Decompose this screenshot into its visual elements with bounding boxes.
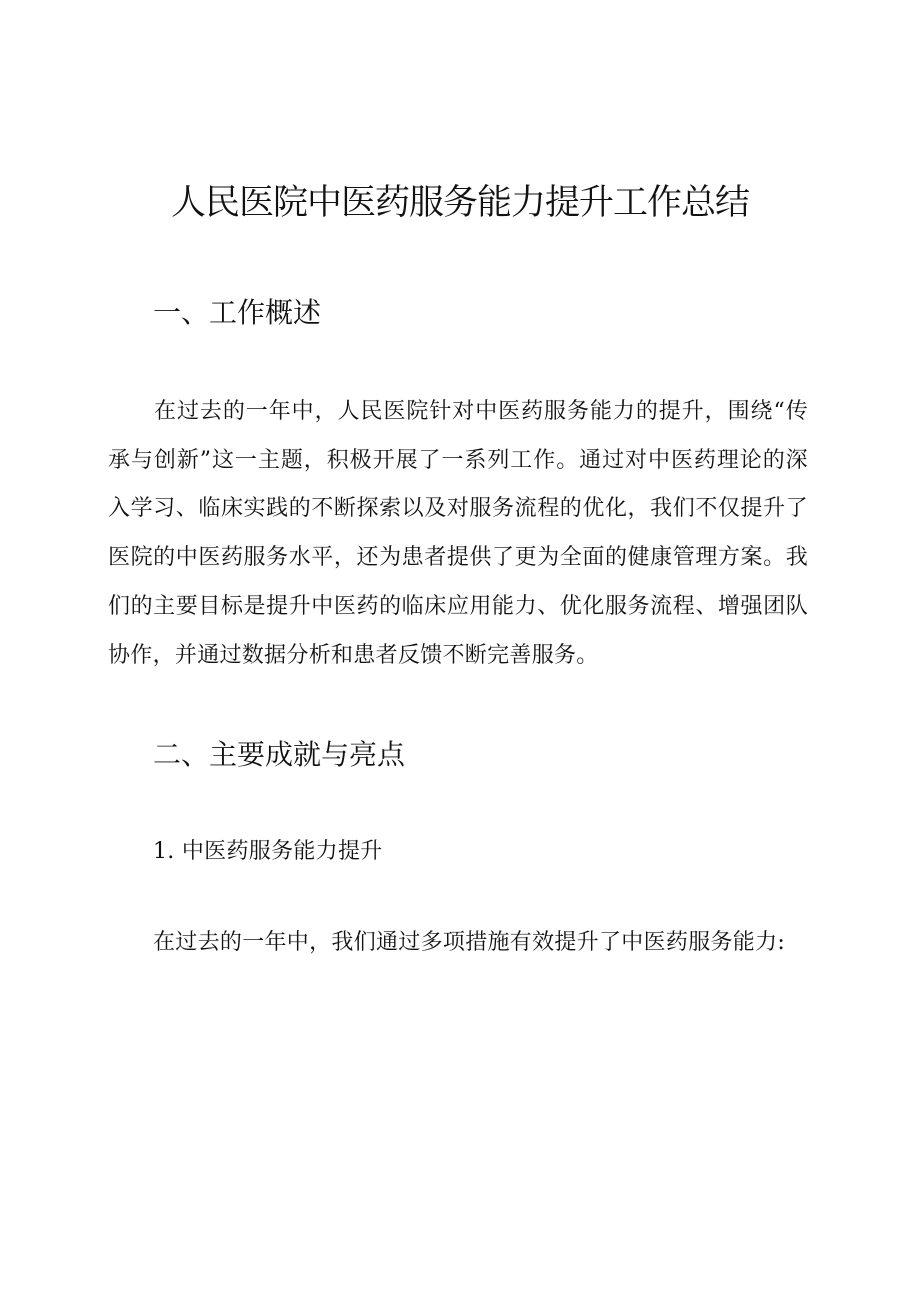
section-heading-achievements: 二、主要成就与亮点 xyxy=(153,738,406,771)
overview-paragraph: 在过去的一年中，人民医院针对中医药服务能力的提升，围绕“传承与创新”这一主题，积极开展了一系列工作。通过对中医药理论的深入学习、临床实践的不断探索以及对服务流程的优化，我们不仅提升了医院的中医药服务水平，还为患者提供了更为全面的健康管理方案。我们的主要目标是提升中医药的临床应用能力、优化服务流程、增强团队协作，并通过数据分析和患者反馈不断完善服务。 xyxy=(108,399,808,668)
section-heading-overview: 一、工作概述 xyxy=(153,296,322,329)
document-title: 人民医院中医药服务能力提升工作总结 xyxy=(170,183,749,223)
subsection-heading-capability: 1. 中医药服务能力提升 xyxy=(153,839,383,864)
capability-intro-text: 在过去的一年中，我们通过多项措施有效提升了中医药服务能力: xyxy=(153,930,786,955)
